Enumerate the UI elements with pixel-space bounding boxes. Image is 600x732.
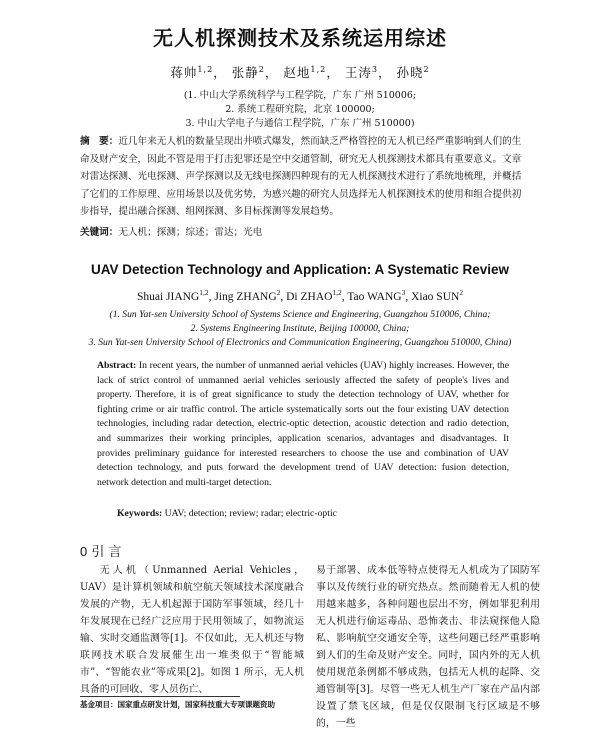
author-name: Jing ZHANG [214, 291, 277, 303]
english-affiliation-line: (1. Sun Yat-sen University School of Systems Science and Engineering, Guangzhou 510006, China; [109, 309, 491, 320]
chinese-keywords-label: 关键词： [80, 227, 119, 238]
chinese-author-list: 蒋帅$^{1,2}$， 张静$^2$， 赵地$^{1,2}$， 王涛$^3$， 孙晓$^2$ [170, 63, 430, 80]
chinese-abstract-label: 摘 要： [80, 136, 119, 147]
english-author-list: Shuai JIANG$^{1,2}$, Jing ZHANG$^2$, Di ZHAO$^{1,2}$, Tao WANG$^3$, Xiao SUN$^2$ [136, 288, 464, 303]
author-affiliation-mark: 2 [276, 288, 281, 298]
author-affiliation-mark: 1,2 [310, 63, 327, 74]
english-abstract [97, 359, 509, 490]
author-affiliation-mark: 2 [258, 63, 265, 74]
author-affiliation-mark: 1,2 [199, 288, 209, 298]
author-name: 张静 [231, 65, 259, 80]
section-number: 0 [80, 544, 88, 559]
author-affiliation-mark: 2 [423, 63, 430, 74]
funding-footnote: 基金项目：国家重点研发计划，国家科技重大专项课题资助 [80, 700, 275, 709]
english-affiliation-line: 2. Systems Engineering Institute, Beijing 100000, China; [190, 323, 410, 334]
chinese-affiliation-line: 3. 中山大学电子与通信工程学院，广东 广州 510000) [185, 118, 415, 129]
chinese-keywords-text: 无人机；探测；综述；雷达；光电 [118, 227, 263, 238]
english-title: UAV Detection Technology and Application: A Systematic Review [90, 262, 510, 277]
english-keywords-label: Keywords: [117, 508, 163, 519]
chinese-abstract-text: 近几年来无人机的数量呈现出井喷式爆发，然而缺乏严格管控的无人机已经严重影响到人们的生命及财产安全，因此不管是用于打击犯罪还是空中交通管制，研究无人机探测技术都具有重要意义。文章对雷达探测、光电探测、声学探测以及无线电探测四种现有的无人机探测技术进行了系统地梳理，并概括了它们的工作原理、应用场景以及优劣势，为感兴趣的研究人员选择无人机探测技术的使用和组合提供初步指导，提出融合探测、组网探测、多目标探测等发展趋势。 [80, 136, 522, 218]
section-heading-introduction [80, 541, 122, 560]
section-title: 引 言 [91, 545, 122, 560]
chinese-affiliation-line: 2. 系统工程研究院，北京 100000; [225, 104, 375, 115]
author-name: 赵地 [283, 65, 311, 80]
author-affiliation-mark: 3 [371, 63, 378, 74]
author-name: 孙晓 [396, 65, 424, 80]
author-name: 蒋帅 [170, 65, 198, 80]
body-text-left-column: 无人机（Unmanned Aerial Vehicles，UAV）是计算机领域和航空航天领域技术深度融合发展的产物，无人机起源于国防军事领域，经几十年发展现在已经广泛应用于民用领域了，如物流运输、实时交通监测等[1]。不仅如此，无人机还与物联网技术联合发展催生出一堆类似于“智能城市”、“智能农业”等成果[2]。如图 1 所示，无人机具备的可回收、零人员伤亡、 [80, 565, 304, 695]
author-name: Di ZHAO [286, 291, 333, 303]
author-name: Shuai JIANG [136, 291, 200, 303]
author-affiliation-mark: 2 [459, 288, 464, 298]
chinese-abstract [80, 133, 530, 221]
footnote-divider [80, 696, 240, 697]
english-abstract-label: Abstract: [97, 360, 137, 371]
english-abstract-text: In recent years, the number of unmanned aerial vehicles (UAV) highly increases. However, the lack of strict control of unmanned aerial vehicles seriously affected the safety of people's lives and property. Therefore, it is of great significance to study the detection technology of UAV, whether for fighting crime or air traffic control. The article systematically sorts out the four existing UAV detection technologies, including radar detection, electric-optic detection, acoustic detection and radio detection, and summarizes their working principles, application scenarios, advantages and disadvantages. It provides preliminary guidance for interested researchers to choose the use and combination of UAV detection technology, and puts forward the development trend of UAV detection: fusion detection, network detection and multi-target detection. [97, 360, 510, 488]
author-affiliation-mark: 1,2 [332, 288, 342, 298]
chinese-affiliation-line: (1. 中山大学系统科学与工程学院，广东 广州 510006; [183, 90, 417, 101]
author-name: 王涛 [344, 65, 372, 80]
english-affiliation-line: 3. Sun Yat-sen University School of Electronics and Communication Engineering, Guangzhou 510000, China) [88, 337, 512, 348]
author-affiliation-mark: 3 [401, 288, 406, 298]
chinese-title: 无人机探测技术及系统运用综述 [153, 26, 447, 50]
body-text-right-column: 易于部署、成本低等特点使得无人机成为了国防军事以及传统行业的研究热点。然而随着无人机的使用越来越多，各种问题也层出不穷，例如罪犯利用无人机进行偷运毒品、恐怖袭击、非法窥探他人隐私、影响航空交通安全等，这些问题已经严重影响到人们的生命及财产安全。同时，国内外的无人机使用规范条例都不够成熟，包括无人机的起降、交通管制等[3]。尽管一些无人机生产厂家在产品内部设置了禁飞区域，但是仅仅限制飞行区域是不够的，一些 [316, 565, 540, 729]
english-keywords [117, 508, 517, 519]
author-affiliation-mark: 1,2 [197, 63, 214, 74]
english-keywords-text: UAV; detection; review; radar; electric-optic [164, 508, 337, 519]
chinese-keywords [80, 224, 530, 238]
author-name: Tao WANG [347, 291, 402, 303]
author-name: Xiao SUN [411, 291, 460, 303]
